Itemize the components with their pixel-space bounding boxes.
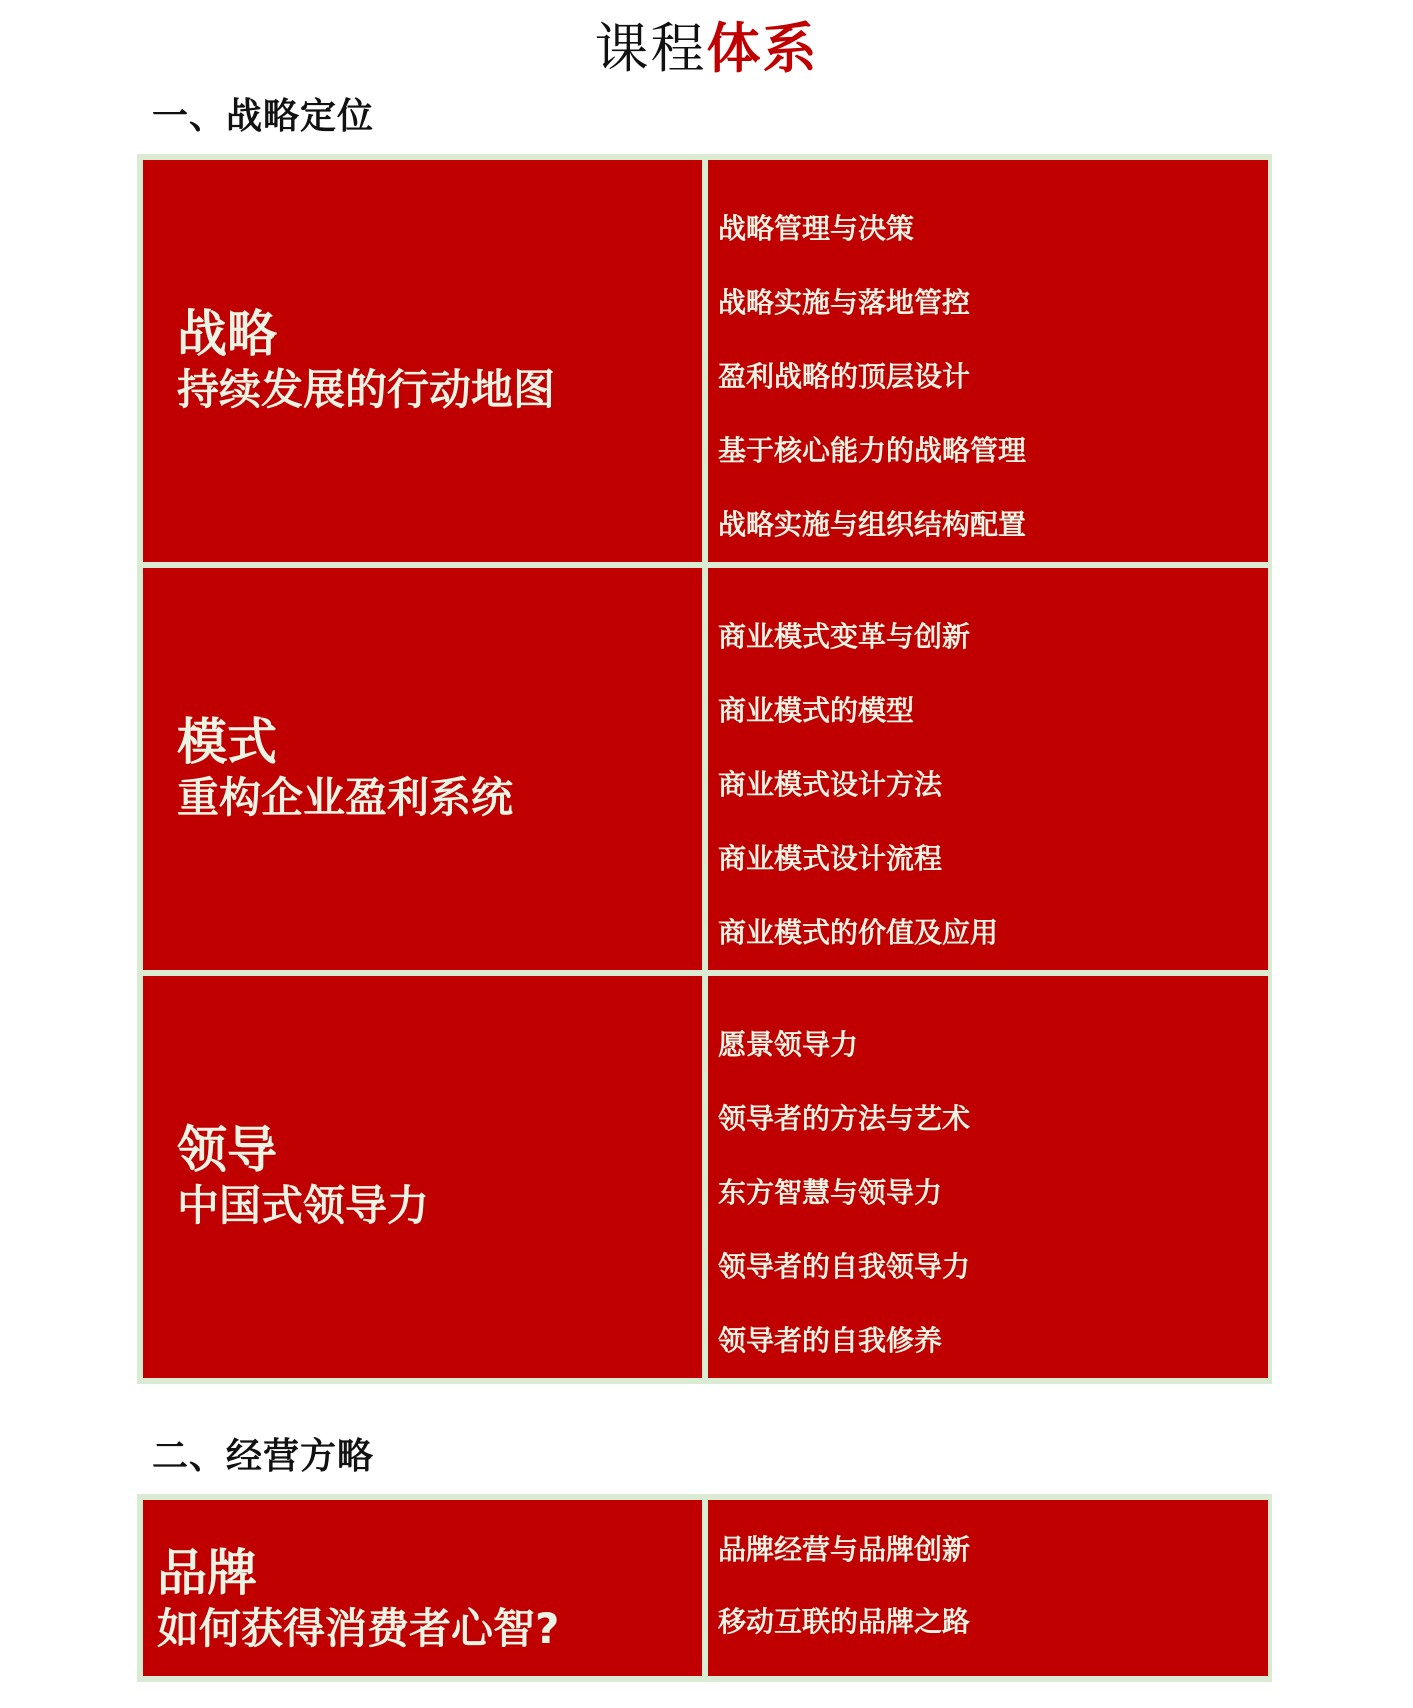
- topic-item: 领导者的方法与艺术: [718, 1102, 971, 1135]
- course-grid-strategy: [137, 154, 1272, 1384]
- topic-list-model: [708, 568, 1268, 970]
- topic-item: 品牌经营与品牌创新: [718, 1533, 971, 1566]
- topic-item: 领导者的自我领导力: [718, 1250, 971, 1283]
- section-heading-operations: 二、经营方略: [152, 1436, 375, 1477]
- topic-item: 东方智慧与领导力: [718, 1176, 943, 1209]
- topic-item: 领导者的自我修养: [718, 1324, 943, 1357]
- page-title: [0, 14, 1413, 84]
- page-title-accent: 体系: [706, 17, 819, 80]
- course-tagline: 重构企业盈利系统: [177, 773, 514, 822]
- course-name: 模式: [177, 713, 277, 771]
- topic-item: 愿景领导力: [718, 1028, 859, 1061]
- topic-item: 移动互联的品牌之路: [718, 1605, 971, 1638]
- topic-item: 商业模式设计流程: [718, 842, 943, 875]
- topic-item: 基于核心能力的战略管理: [718, 434, 1027, 467]
- topic-list-strategy: [708, 160, 1268, 562]
- topic-list-leadership: [708, 976, 1268, 1378]
- topic-list-brand: [708, 1500, 1268, 1676]
- topic-item: 商业模式的模型: [718, 694, 915, 727]
- course-cell-strategy: [143, 160, 702, 562]
- course-name: 战略: [177, 305, 277, 363]
- topic-item: 战略管理与决策: [718, 212, 915, 245]
- course-tagline: 中国式领导力: [177, 1181, 430, 1230]
- topic-item: 商业模式设计方法: [718, 768, 943, 801]
- course-name: 领导: [177, 1121, 277, 1179]
- course-name: 品牌: [157, 1544, 257, 1602]
- section-heading-strategy: 一、战略定位: [152, 96, 375, 137]
- course-grid-operations: [137, 1494, 1272, 1682]
- page-title-main: 课程: [594, 17, 707, 80]
- course-cell-leadership: [143, 976, 702, 1378]
- topic-item: 盈利战略的顶层设计: [718, 360, 971, 393]
- course-cell-model: [143, 568, 702, 970]
- topic-item: 商业模式变革与创新: [718, 620, 971, 653]
- topic-item: 商业模式的价值及应用: [718, 916, 999, 949]
- course-tagline: 如何获得消费者心智?: [157, 1604, 560, 1653]
- topic-item: 战略实施与组织结构配置: [718, 508, 1027, 541]
- topic-item: 战略实施与落地管控: [718, 286, 971, 319]
- course-tagline: 持续发展的行动地图: [177, 365, 556, 414]
- course-cell-brand: [143, 1500, 702, 1676]
